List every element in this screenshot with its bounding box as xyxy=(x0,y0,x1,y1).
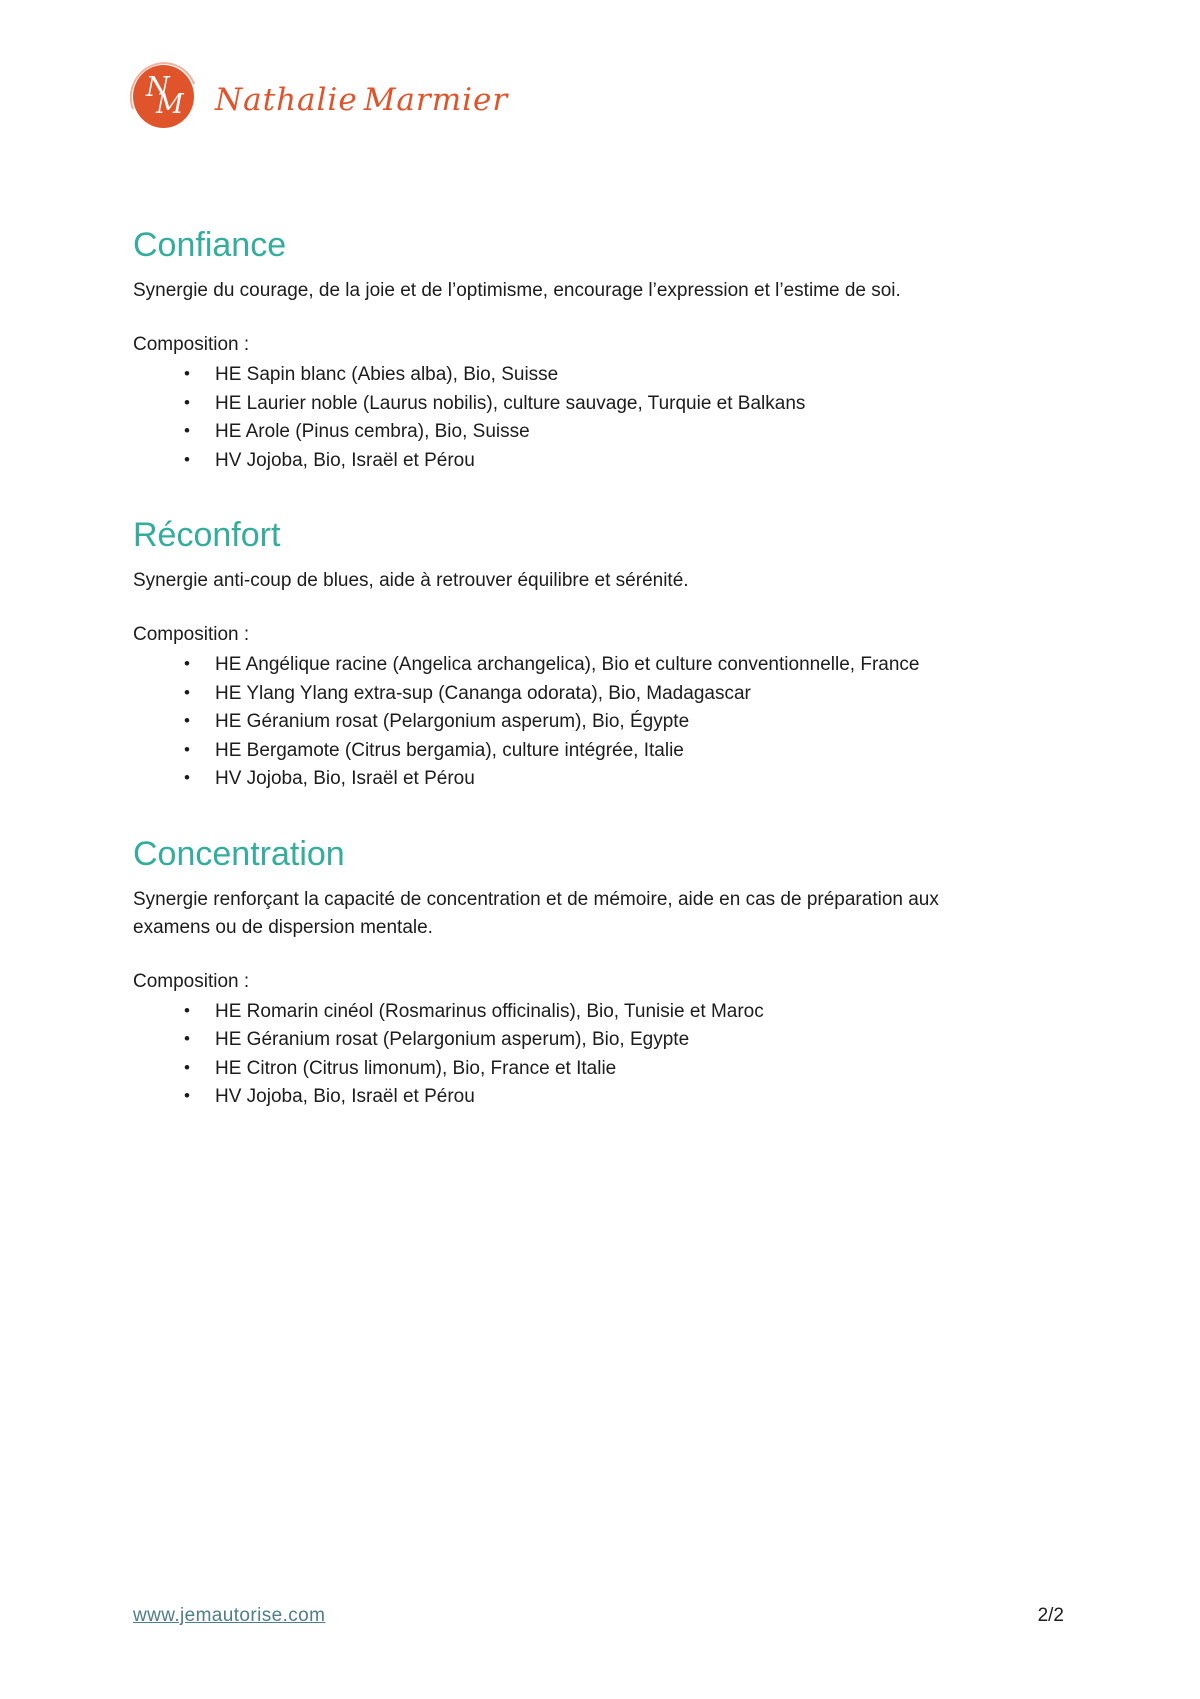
composition-item-text: HE Citron (Citrus limonum), Bio, France et Italie xyxy=(215,1057,617,1079)
page-footer xyxy=(133,1602,1064,1630)
composition-item-text: HV Jojoba, Bio, Israël et Pérou xyxy=(215,768,475,789)
bullet-icon: • xyxy=(184,1086,190,1105)
footer-link[interactable]: www.jemautorise.com xyxy=(133,1605,326,1626)
bullet-icon: • xyxy=(184,1000,190,1020)
composition-label: Composition : xyxy=(133,624,250,645)
section-title: Réconfort xyxy=(133,516,281,554)
composition-item-text: HE Bergamote (Citrus bergamia), culture intégrée, Italie xyxy=(215,739,684,761)
description-line: Synergie du courage, de la joie et de l’optimisme, encourage l’expression et l’estime de soi. xyxy=(133,280,901,301)
composition-item xyxy=(184,998,1067,1027)
composition-item-text: HE Ylang Ylang extra-sup (Cananga odorata), Bio, Madagascar xyxy=(215,682,751,704)
bullet-icon: • xyxy=(184,392,190,412)
composition-label: Composition : xyxy=(133,334,250,355)
bullet-icon: • xyxy=(184,711,190,730)
section-title: Concentration xyxy=(133,834,345,873)
section-title: Confiance xyxy=(133,226,287,264)
composition-item-text: HV Jojoba, Bio, Israël et Pérou xyxy=(215,449,475,471)
composition-item xyxy=(184,390,1067,419)
brand-wordmark xyxy=(215,82,508,118)
bullet-icon: • xyxy=(184,654,190,673)
description-line: examens ou de dispersion mentale. xyxy=(133,916,433,938)
composition-item-text: HE Laurier noble (Laurus nobilis), culture sauvage, Turquie et Balkans xyxy=(215,392,806,414)
bullet-icon: • xyxy=(184,768,190,787)
bullet-icon: • xyxy=(184,1057,190,1077)
brand-monogram-icon xyxy=(133,65,194,128)
composition-item xyxy=(184,361,1067,390)
section-concentration xyxy=(133,833,1067,1112)
composition-item xyxy=(184,1083,1067,1112)
composition-list xyxy=(133,361,1067,475)
composition-item-text: HE Sapin blanc (Abies alba), Bio, Suisse xyxy=(215,364,559,385)
composition-item xyxy=(184,418,1067,447)
section-reconfort xyxy=(133,514,1067,794)
composition-list xyxy=(133,651,1067,794)
composition-item-text: HE Arole (Pinus cembra), Bio, Suisse xyxy=(215,421,530,442)
composition-label: Composition : xyxy=(133,970,250,992)
composition-item xyxy=(184,737,1067,766)
description-line: Synergie renforçant la capacité de concentration et de mémoire, aide en cas de préparation aux xyxy=(133,888,939,910)
composition-item-text: HV Jojoba, Bio, Israël et Pérou xyxy=(215,1086,475,1107)
composition-list xyxy=(133,998,1067,1112)
composition-item xyxy=(184,765,1067,794)
composition-item xyxy=(184,1055,1067,1084)
brand-first-name: Nathalie xyxy=(215,82,358,118)
composition-item xyxy=(184,680,1067,709)
composition-item-text: HE Romarin cinéol (Rosmarinus officinalis), Bio, Tunisie et Maroc xyxy=(215,1000,764,1022)
composition-item xyxy=(184,651,1067,680)
bullet-icon: • xyxy=(184,449,190,469)
bullet-icon: • xyxy=(184,364,190,383)
bullet-icon: • xyxy=(184,421,190,440)
description-line: Synergie anti-coup de blues, aide à retrouver équilibre et sérénité. xyxy=(133,570,689,591)
brand-logo xyxy=(133,63,1067,129)
composition-item-text: HE Géranium rosat (Pelargonium asperum), Bio, Égypte xyxy=(215,711,690,732)
composition-item xyxy=(184,1026,1067,1055)
monogram-letter-m: M xyxy=(156,88,184,120)
section-description xyxy=(133,277,1067,305)
page-number: 2/2 xyxy=(1037,1605,1064,1626)
bullet-icon: • xyxy=(184,739,190,759)
section-confiance xyxy=(133,224,1067,475)
bullet-icon: • xyxy=(184,1029,190,1048)
composition-item xyxy=(184,447,1067,476)
section-description xyxy=(133,567,1067,595)
monogram-letter-n: N xyxy=(146,71,170,103)
composition-item-text: HE Géranium rosat (Pelargonium asperum), Bio, Egypte xyxy=(215,1029,690,1050)
bullet-icon: • xyxy=(184,682,190,702)
section-description xyxy=(133,886,1067,942)
composition-item xyxy=(184,708,1067,737)
brand-last-name: Marmier xyxy=(363,82,509,118)
composition-item-text: HE Angélique racine (Angelica archangelica), Bio et culture conventionnelle, France xyxy=(215,654,920,675)
